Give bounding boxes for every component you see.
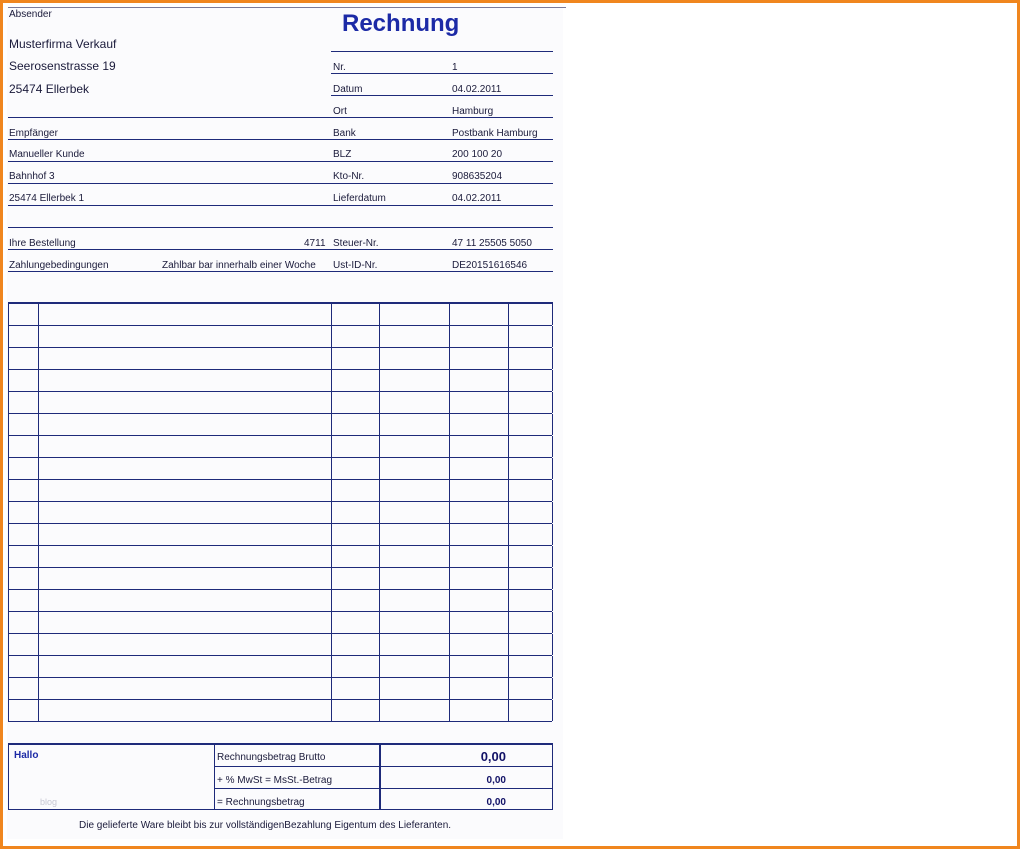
netto-value: 0,00 [486, 797, 506, 808]
table-cell-border [331, 392, 332, 413]
table-cell-border [38, 304, 39, 325]
table-cell-border [8, 678, 9, 699]
blz-label: BLZ [333, 149, 352, 160]
table-cell-border [449, 700, 450, 721]
table-cell-border [508, 392, 509, 413]
divider [8, 271, 553, 272]
table-cell-border [508, 304, 509, 325]
table-cell-border [331, 370, 332, 391]
recipient-city: 25474 Ellerbek 1 [9, 193, 85, 204]
table-cell-border [38, 348, 39, 369]
totals-top-border [8, 743, 553, 745]
table-cell-border [38, 392, 39, 413]
table-row [8, 502, 552, 524]
footer-note: Die gelieferte Ware bleibt bis zur vollständigenBezahlung Eigentum des Lieferanten. [79, 820, 452, 831]
table-cell-border [379, 568, 380, 589]
table-cell-border [449, 348, 450, 369]
table-cell-border [552, 634, 553, 655]
table-row [8, 304, 552, 326]
table-cell-border [552, 546, 553, 567]
table-cell-border [449, 568, 450, 589]
table-cell-border [8, 524, 9, 545]
table-cell-border [38, 700, 39, 721]
table-cell-border [331, 656, 332, 677]
table-cell-border [552, 480, 553, 501]
table-cell-border [508, 656, 509, 677]
bank-label: Bank [333, 128, 356, 139]
table-cell-border [8, 700, 9, 721]
table-cell-border [552, 370, 553, 391]
table-cell-border [379, 458, 380, 479]
sender-label: Absender [9, 9, 52, 20]
divider [8, 205, 553, 206]
table-cell-border [379, 348, 380, 369]
table-cell-border [331, 612, 332, 633]
table-cell-border [331, 568, 332, 589]
table-cell-border [8, 590, 9, 611]
table-row [8, 546, 552, 568]
table-cell-border [552, 502, 553, 523]
table-row [8, 678, 552, 700]
divider [8, 809, 553, 810]
divider [8, 161, 553, 162]
bestellung-value: 4711 [304, 238, 326, 249]
table-cell-border [8, 502, 9, 523]
divider [331, 73, 553, 74]
table-cell-border [331, 458, 332, 479]
nr-value: 1 [452, 62, 458, 73]
divider [214, 788, 553, 789]
table-cell-border [379, 700, 380, 721]
table-cell-border [379, 370, 380, 391]
table-cell-border [379, 634, 380, 655]
table-cell-border [552, 414, 553, 435]
table-cell-border [331, 414, 332, 435]
table-cell-border [379, 436, 380, 457]
sender-city: 25474 Ellerbek [9, 82, 90, 96]
table-cell-border [331, 700, 332, 721]
divider [214, 745, 215, 809]
kto-value: 908635204 [452, 171, 503, 182]
table-cell-border [331, 546, 332, 567]
table-cell-border [38, 678, 39, 699]
table-cell-border [552, 612, 553, 633]
table-cell-border [449, 546, 450, 567]
lieferdatum-label: Lieferdatum [333, 193, 386, 204]
lieferdatum-value: 04.02.2011 [452, 193, 502, 204]
table-cell-border [8, 480, 9, 501]
table-cell-border [552, 392, 553, 413]
table-row [8, 480, 552, 502]
table-cell-border [449, 480, 450, 501]
divider [214, 766, 553, 767]
table-cell-border [38, 480, 39, 501]
ust-label: Ust-ID-Nr. [333, 260, 378, 271]
table-cell-border [449, 634, 450, 655]
table-cell-border [331, 502, 332, 523]
table-cell-border [508, 568, 509, 589]
table-cell-border [331, 436, 332, 457]
table-row [8, 590, 552, 612]
table-cell-border [508, 678, 509, 699]
table-row [8, 656, 552, 678]
divider [331, 51, 553, 52]
table-row [8, 612, 552, 634]
mwst-value: 0,00 [486, 775, 506, 786]
table-cell-border [331, 590, 332, 611]
sender-street: Seerosenstrasse 19 [9, 59, 116, 73]
zahlung-label: Zahlungebedingungen [9, 260, 109, 271]
table-cell-border [8, 414, 9, 435]
table-row [8, 436, 552, 458]
table-row [8, 392, 552, 414]
table-cell-border [38, 634, 39, 655]
mwst-label: + % MwSt = MsSt.-Betrag [217, 775, 333, 786]
table-cell-border [8, 612, 9, 633]
brutto-value: 0,00 [480, 749, 506, 764]
table-row [8, 326, 552, 348]
table-cell-border [379, 392, 380, 413]
table-row [8, 568, 552, 590]
divider [8, 745, 9, 809]
divider [8, 249, 553, 250]
table-cell-border [552, 524, 553, 545]
table-cell-border [8, 326, 9, 347]
recipient-street: Bahnhof 3 [9, 171, 55, 182]
table-cell-border [508, 590, 509, 611]
table-cell-border [508, 480, 509, 501]
table-cell-border [8, 304, 9, 325]
table-cell-border [8, 348, 9, 369]
table-cell-border [449, 436, 450, 457]
table-cell-border [449, 458, 450, 479]
netto-label: = Rechnungsbetrag [217, 797, 305, 808]
table-cell-border [38, 414, 39, 435]
ust-value: DE20151616546 [452, 260, 528, 271]
table-cell-border [449, 656, 450, 677]
table-cell-border [379, 480, 380, 501]
steuer-value: 47 11 25505 5050 [452, 238, 532, 249]
table-cell-border [379, 326, 380, 347]
table-cell-border [38, 458, 39, 479]
datum-value: 04.02.2011 [452, 84, 502, 95]
bestellung-label: Ihre Bestellung [9, 238, 76, 249]
zahlung-value: Zahlbar bar innerhalb einer Woche [162, 260, 316, 271]
table-cell-border [8, 436, 9, 457]
table-cell-border [379, 304, 380, 325]
table-cell-border [38, 502, 39, 523]
table-cell-border [508, 370, 509, 391]
divider [8, 117, 553, 118]
table-cell-border [8, 546, 9, 567]
table-cell-border [449, 502, 450, 523]
table-row [8, 700, 552, 722]
kto-label: Kto-Nr. [333, 171, 365, 182]
table-row [8, 414, 552, 436]
divider [8, 139, 553, 140]
table-cell-border [331, 326, 332, 347]
faint-note: blog [40, 797, 58, 807]
table-cell-border [552, 436, 553, 457]
totals-note: Hallo [14, 750, 39, 761]
table-cell-border [38, 370, 39, 391]
table-cell-border [38, 656, 39, 677]
table-row [8, 370, 552, 392]
table-cell-border [38, 568, 39, 589]
table-cell-border [552, 326, 553, 347]
table-cell-border [508, 326, 509, 347]
table-cell-border [379, 612, 380, 633]
table-cell-border [8, 568, 9, 589]
table-row [8, 634, 552, 656]
table-cell-border [552, 678, 553, 699]
table-cell-border [8, 634, 9, 655]
invoice-title: Rechnung [342, 10, 460, 37]
recipient-label: Empfänger [9, 128, 58, 139]
table-cell-border [38, 612, 39, 633]
table-cell-border [38, 546, 39, 567]
table-cell-border [331, 524, 332, 545]
divider [331, 95, 553, 96]
table-row [8, 348, 552, 370]
bank-value: Postbank Hamburg [452, 128, 538, 139]
table-cell-border [552, 458, 553, 479]
table-cell-border [379, 590, 380, 611]
table-cell-border [38, 436, 39, 457]
divider [8, 227, 553, 228]
table-cell-border [449, 326, 450, 347]
table-cell-border [379, 524, 380, 545]
table-cell-border [552, 700, 553, 721]
table-cell-border [38, 326, 39, 347]
divider [8, 183, 553, 184]
recipient-name: Manueller Kunde [9, 149, 85, 160]
table-cell-border [449, 524, 450, 545]
table-cell-border [8, 656, 9, 677]
table-cell-border [8, 458, 9, 479]
table-cell-border [331, 634, 332, 655]
table-cell-border [8, 392, 9, 413]
brutto-label: Rechnungsbetrag Brutto [217, 752, 326, 763]
table-row [8, 458, 552, 480]
table-cell-border [449, 590, 450, 611]
table-cell-border [449, 304, 450, 325]
table-cell-border [379, 678, 380, 699]
table-cell-border [379, 414, 380, 435]
table-cell-border [331, 348, 332, 369]
table-cell-border [449, 370, 450, 391]
table-cell-border [38, 524, 39, 545]
table-cell-border [449, 392, 450, 413]
table-cell-border [552, 568, 553, 589]
table-cell-border [449, 678, 450, 699]
steuer-label: Steuer-Nr. [333, 238, 379, 249]
table-cell-border [8, 370, 9, 391]
table-cell-border [331, 678, 332, 699]
sender-name: Musterfirma Verkauf [9, 37, 117, 51]
table-cell-border [508, 634, 509, 655]
table-cell-border [508, 414, 509, 435]
table-cell-border [38, 590, 39, 611]
ort-label: Ort [333, 106, 347, 117]
table-cell-border [331, 304, 332, 325]
table-cell-border [552, 304, 553, 325]
table-cell-border [508, 458, 509, 479]
table-cell-border [331, 480, 332, 501]
top-border [8, 7, 566, 8]
table-cell-border [508, 700, 509, 721]
table-cell-border [508, 436, 509, 457]
table-cell-border [552, 348, 553, 369]
table-cell-border [449, 414, 450, 435]
table-cell-border [508, 612, 509, 633]
table-cell-border [508, 348, 509, 369]
blz-value: 200 100 20 [452, 149, 503, 160]
divider [552, 745, 553, 809]
table-cell-border [552, 656, 553, 677]
nr-label: Nr. [333, 62, 346, 73]
table-cell-border [379, 502, 380, 523]
ort-value: Hamburg [452, 106, 494, 117]
table-cell-border [508, 546, 509, 567]
table-cell-border [508, 502, 509, 523]
table-cell-border [379, 656, 380, 677]
table-cell-border [508, 524, 509, 545]
table-row [8, 524, 552, 546]
datum-label: Datum [333, 84, 363, 95]
table-cell-border [449, 612, 450, 633]
table-cell-border [379, 546, 380, 567]
table-cell-border [552, 590, 553, 611]
